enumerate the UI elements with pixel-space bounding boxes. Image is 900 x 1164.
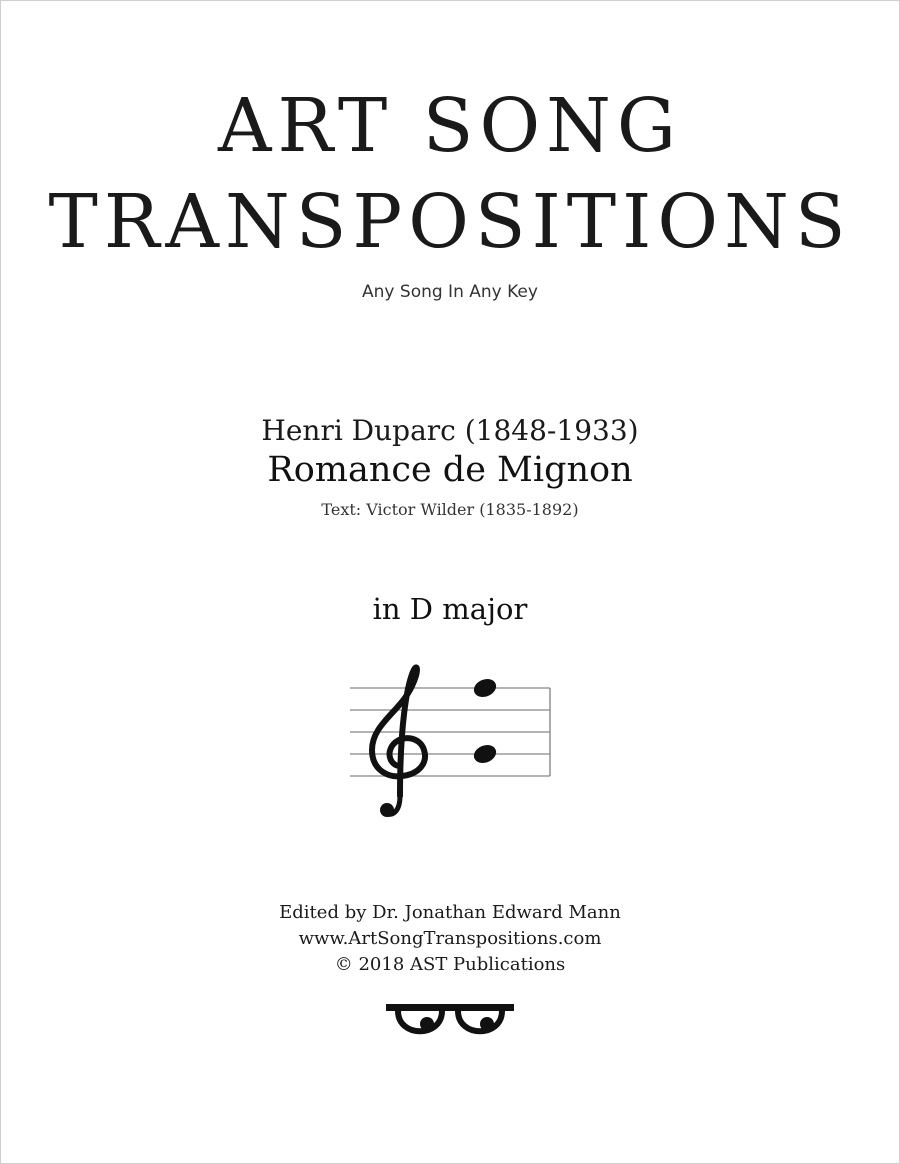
composer: Henri Duparc (1848-1933) <box>261 414 639 447</box>
brand-title <box>0 78 900 270</box>
note-head <box>471 742 499 766</box>
text-credit: Text: Victor Wilder (1835-1892) <box>321 500 579 519</box>
clef-tail-dot <box>380 803 394 817</box>
publication-info <box>0 900 900 978</box>
tagline: Any Song In Any Key <box>362 282 538 302</box>
brand-line-2: TRANSPOSITIONS <box>48 179 852 265</box>
song-title: Romance de Mignon <box>267 450 633 490</box>
note-head <box>471 676 499 700</box>
treble-clef-icon <box>372 667 425 814</box>
key-label: in D major <box>372 592 528 626</box>
logo-dot <box>420 1017 434 1031</box>
ast-logo-icon <box>384 998 516 1048</box>
staff-svg <box>348 646 554 822</box>
brand-line-1: ART SONG <box>218 83 682 169</box>
copyright-notice: © 2018 AST Publications <box>334 954 566 975</box>
logo-bar <box>386 1004 514 1011</box>
website-link[interactable]: www.ArtSongTranspositions.com <box>298 928 602 949</box>
editor-credit: Edited by Dr. Jonathan Edward Mann <box>279 902 621 923</box>
staff-illustration <box>348 646 554 826</box>
logo-dot <box>480 1017 494 1031</box>
